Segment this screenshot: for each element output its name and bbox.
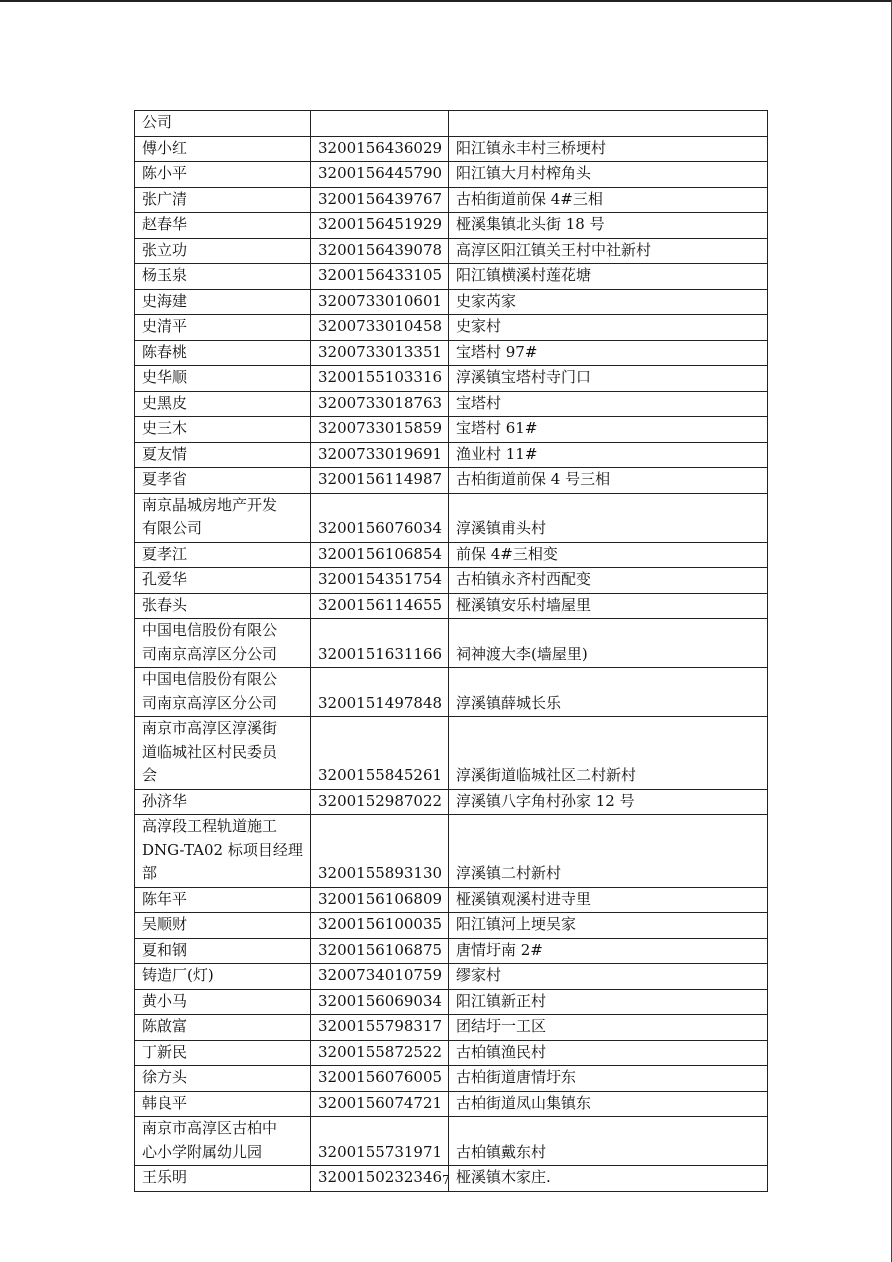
table-row [135, 417, 768, 443]
name-cell: 赵春华 [135, 213, 311, 239]
address-cell: 桠溪镇安乐村墙屋里 [449, 593, 768, 619]
name-cell: 夏孝江 [135, 542, 311, 568]
table-row [135, 493, 768, 542]
account-number-cell: 3200156074721 [311, 1091, 449, 1117]
account-number-cell: 3200155798317 [311, 1015, 449, 1041]
address-cell: 高淳区阳江镇关王村中社新村 [449, 238, 768, 264]
address-cell: 古柏街道前保 4#三相 [449, 187, 768, 213]
address-cell: 淳溪街道临城社区二村新村 [449, 717, 768, 790]
table-row [135, 619, 768, 668]
table-row [135, 340, 768, 366]
name-cell: 孙济华 [135, 789, 311, 815]
name-cell: 南京晶城房地产开发 有限公司 [135, 493, 311, 542]
account-number-cell: 3200733010458 [311, 315, 449, 341]
account-number-cell: 3200156436029 [311, 136, 449, 162]
name-cell: 中国电信股份有限公 司南京高淳区分公司 [135, 619, 311, 668]
account-number-cell: 3200155731971 [311, 1117, 449, 1166]
name-cell: 王乐明 [135, 1166, 311, 1192]
account-number-cell: 3200156100035 [311, 913, 449, 939]
name-cell: 陈年平 [135, 887, 311, 913]
name-cell: 杨玉泉 [135, 264, 311, 290]
account-number-cell: 3200733013351 [311, 340, 449, 366]
address-cell: 宝塔村 97# [449, 340, 768, 366]
table-row [135, 668, 768, 717]
table-row [135, 162, 768, 188]
table-row [135, 1015, 768, 1041]
account-number-cell: 3200156069034 [311, 989, 449, 1015]
account-number-cell: 3200156451929 [311, 213, 449, 239]
table-row [135, 315, 768, 341]
table-row [135, 111, 768, 137]
table-row [135, 391, 768, 417]
address-cell: 阳江镇大月村榨角头 [449, 162, 768, 188]
customer-table-body [135, 111, 768, 1192]
address-cell: 祠神渡大李(墙屋里) [449, 619, 768, 668]
table-row [135, 938, 768, 964]
account-number-cell: 3200156445790 [311, 162, 449, 188]
address-cell: 宝塔村 61# [449, 417, 768, 443]
name-cell: 张春头 [135, 593, 311, 619]
name-cell: 高淳段工程轨道施工 DNG-TA02 标项目经理 部 [135, 815, 311, 888]
name-cell: 徐方头 [135, 1066, 311, 1092]
account-number-cell: 3200151497848 [311, 668, 449, 717]
table-row [135, 789, 768, 815]
customer-table [134, 110, 768, 1192]
address-cell: 淳溪镇八字角村孙家 12 号 [449, 789, 768, 815]
table-row [135, 913, 768, 939]
name-cell: 陈小平 [135, 162, 311, 188]
account-number-cell: 3200152987022 [311, 789, 449, 815]
name-cell: 中国电信股份有限公 司南京高淳区分公司 [135, 668, 311, 717]
table-row [135, 964, 768, 990]
table-row [135, 213, 768, 239]
account-number-cell: 3200156433105 [311, 264, 449, 290]
address-cell: 唐情圩南 2# [449, 938, 768, 964]
name-cell: 铸造厂(灯) [135, 964, 311, 990]
account-number-cell [311, 111, 449, 137]
name-cell: 丁新民 [135, 1040, 311, 1066]
account-number-cell: 3200156076005 [311, 1066, 449, 1092]
address-cell: 淳溪镇宝塔村寺门口 [449, 366, 768, 392]
address-cell: 桠溪集镇北头街 18 号 [449, 213, 768, 239]
table-row [135, 289, 768, 315]
name-cell: 傅小红 [135, 136, 311, 162]
account-number-cell: 3200156114987 [311, 468, 449, 494]
table-row [135, 887, 768, 913]
page-number: 7 [442, 1173, 450, 1187]
name-cell: 南京市高淳区淳溪街 道临城社区村民委员 会 [135, 717, 311, 790]
name-cell: 史黑皮 [135, 391, 311, 417]
address-cell: 古柏街道唐情圩东 [449, 1066, 768, 1092]
account-number-cell: 3200151631166 [311, 619, 449, 668]
name-cell: 史三木 [135, 417, 311, 443]
address-cell: 阳江镇河上埂吴家 [449, 913, 768, 939]
address-cell: 宝塔村 [449, 391, 768, 417]
account-number-cell: 3200733015859 [311, 417, 449, 443]
address-cell: 阳江镇横溪村莲花塘 [449, 264, 768, 290]
name-cell: 夏友情 [135, 442, 311, 468]
name-cell: 吴顺财 [135, 913, 311, 939]
table-row [135, 366, 768, 392]
name-cell: 张广清 [135, 187, 311, 213]
account-number-cell: 3200156106875 [311, 938, 449, 964]
address-cell: 阳江镇新正村 [449, 989, 768, 1015]
account-number-cell: 3200156439078 [311, 238, 449, 264]
table-row [135, 442, 768, 468]
address-cell: 桠溪镇木家庄. [449, 1166, 768, 1192]
address-cell: 史家芮家 [449, 289, 768, 315]
address-cell: 阳江镇永丰村三桥埂村 [449, 136, 768, 162]
table-row [135, 989, 768, 1015]
address-cell: 团结圩一工区 [449, 1015, 768, 1041]
address-cell: 桠溪镇观溪村进寺里 [449, 887, 768, 913]
table-row [135, 264, 768, 290]
account-number-cell: 3200150232346 [311, 1166, 449, 1192]
name-cell: 陈啟富 [135, 1015, 311, 1041]
table-row [135, 136, 768, 162]
address-cell: 古柏街道前保 4 号三相 [449, 468, 768, 494]
name-cell: 孔爱华 [135, 568, 311, 594]
name-cell: 史海建 [135, 289, 311, 315]
address-cell: 古柏镇戴东村 [449, 1117, 768, 1166]
address-cell: 史家村 [449, 315, 768, 341]
account-number-cell: 3200154351754 [311, 568, 449, 594]
table-row [135, 1040, 768, 1066]
address-cell: 淳溪镇甫头村 [449, 493, 768, 542]
address-cell: 古柏街道凤山集镇东 [449, 1091, 768, 1117]
name-cell: 公司 [135, 111, 311, 137]
table-row [135, 593, 768, 619]
account-number-cell: 3200733019691 [311, 442, 449, 468]
address-cell: 淳溪镇二村新村 [449, 815, 768, 888]
table-row [135, 815, 768, 888]
name-cell: 张立功 [135, 238, 311, 264]
account-number-cell: 3200734010759 [311, 964, 449, 990]
account-number-cell: 3200733018763 [311, 391, 449, 417]
table-row [135, 1066, 768, 1092]
account-number-cell: 3200733010601 [311, 289, 449, 315]
name-cell: 夏和钢 [135, 938, 311, 964]
address-cell: 前保 4#三相变 [449, 542, 768, 568]
address-cell: 渔业村 11# [449, 442, 768, 468]
account-number-cell: 3200155103316 [311, 366, 449, 392]
name-cell: 韩良平 [135, 1091, 311, 1117]
address-cell: 古柏镇渔民村 [449, 1040, 768, 1066]
name-cell: 史华顺 [135, 366, 311, 392]
account-number-cell: 3200155893130 [311, 815, 449, 888]
table-row [135, 1117, 768, 1166]
address-cell: 淳溪镇薛城长乐 [449, 668, 768, 717]
table-row [135, 717, 768, 790]
account-number-cell: 3200155872522 [311, 1040, 449, 1066]
name-cell: 南京市高淳区古柏中 心小学附属幼儿园 [135, 1117, 311, 1166]
address-cell [449, 111, 768, 137]
address-cell: 古柏镇永齐村西配变 [449, 568, 768, 594]
account-number-cell: 3200156076034 [311, 493, 449, 542]
table-row [135, 468, 768, 494]
account-number-cell: 3200156439767 [311, 187, 449, 213]
table-row [135, 187, 768, 213]
table-row [135, 1091, 768, 1117]
table-row [135, 542, 768, 568]
account-number-cell: 3200156114655 [311, 593, 449, 619]
name-cell: 夏孝省 [135, 468, 311, 494]
account-number-cell: 3200155845261 [311, 717, 449, 790]
address-cell: 缪家村 [449, 964, 768, 990]
name-cell: 陈春桃 [135, 340, 311, 366]
table-row [135, 238, 768, 264]
account-number-cell: 3200156106854 [311, 542, 449, 568]
table-row [135, 568, 768, 594]
name-cell: 黄小马 [135, 989, 311, 1015]
name-cell: 史清平 [135, 315, 311, 341]
account-number-cell: 3200156106809 [311, 887, 449, 913]
